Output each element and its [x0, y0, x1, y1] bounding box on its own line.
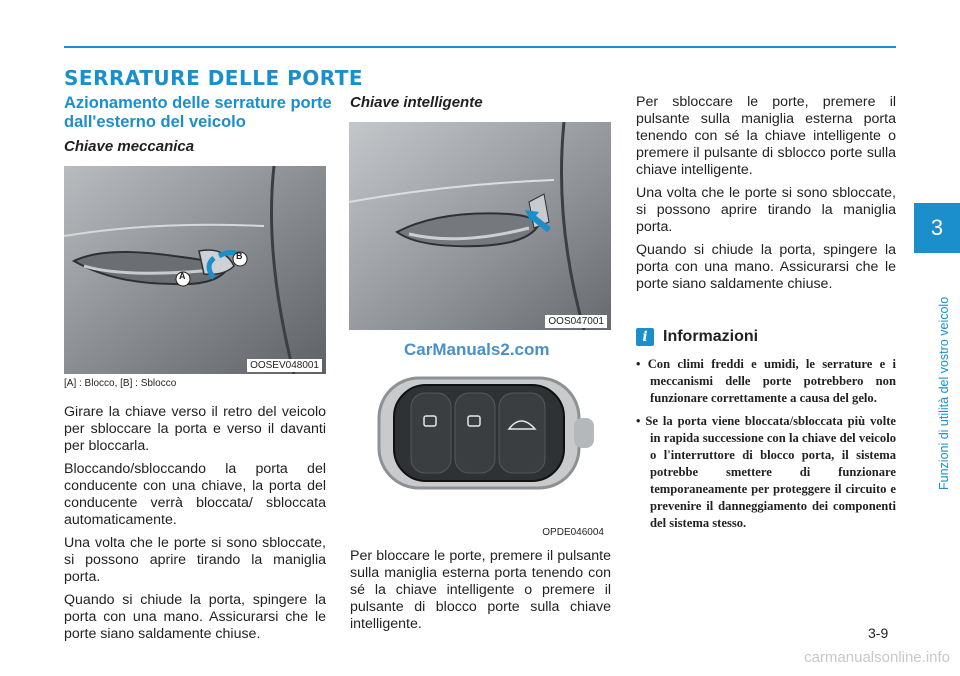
paragraph: Quando si chiude la porta, spingere la porta con una mano. Assicurarsi che le porte siano saldamente chiuse.: [636, 242, 896, 292]
photo-code: OPDE046004: [539, 526, 607, 539]
site-watermark: carmanualsonline.info: [804, 649, 950, 666]
list-item: • Con climi freddi e umidi, le serrature e i meccanismi delle porte potrebbero non funzionare correttamente a causa del gelo.: [636, 356, 896, 407]
left-column-text: [64, 404, 326, 649]
watermark: CarManuals2.com: [404, 340, 550, 359]
door-handle-key-illustration: [64, 166, 326, 374]
section-title: SERRATURE DELLE PORTE: [64, 66, 364, 90]
chapter-title-vertical: Funzioni di utilità del vostro veicolo: [937, 296, 951, 490]
paragraph: Per sbloccare le porte, premere il pulsante sulla maniglia esterna porta tenendo con sé la chiave intelligente o premere il pulsante di sblocco porte sulla chiave intelligente.: [636, 94, 896, 178]
info-title: Informazioni: [663, 328, 759, 345]
paragraph: Girare la chiave verso il retro del veicolo per sbloccare la porta e verso il davanti per bloccarla.: [64, 404, 326, 454]
photo-code: OOS047001: [545, 315, 607, 328]
paragraph: Una volta che le porte si sono sbloccate, si possono aprire tirando la maniglia porta.: [636, 185, 896, 235]
paragraph: Quando si chiude la porta, spingere la porta con una mano. Assicurarsi che le porte siano saldamente chiuse.: [64, 592, 326, 642]
info-header: [636, 328, 758, 346]
section-heading: Azionamento delle serrature porte dall'esterno del veicolo: [64, 94, 332, 131]
list-item: • Se la porta viene bloccata/sbloccata più volte in rapida successione con la chiave del veicolo o l'interruttore di blocco porta, il sistema potrebbe smettere di funzionare temporaneamente per proteggere il circuito e prevenire il danneggiamento dei componenti del sistema stesso.: [636, 413, 896, 532]
photo-smart-key-fob: [349, 333, 611, 541]
info-bullets: [636, 356, 896, 538]
top-rule: [64, 46, 896, 48]
right-column-text: [636, 94, 896, 299]
label-b: B: [236, 251, 243, 261]
subheading-smart-key: Chiave intelligente: [350, 94, 483, 111]
middle-column-text: [350, 548, 611, 639]
page-number: 3-9: [868, 625, 889, 641]
photo-smart-door-handle: [349, 122, 611, 330]
paragraph: Una volta che le porte si sono sbloccate, si possono aprire tirando la maniglia porta.: [64, 535, 326, 585]
info-icon: i: [636, 328, 654, 346]
paragraph: Bloccando/sbloccando la porta del conducente con una chiave, la porta del conducente verrà bloccata/ sbloccata automaticamente.: [64, 461, 326, 528]
photo-door-handle-key: [64, 166, 326, 374]
label-a: A: [179, 271, 186, 281]
paragraph: Per bloccare le porte, premere il pulsante sulla maniglia esterna porta tenendo con sé la chiave intelligente o premere il pulsante di blocco porte sulla chiave intelligente.: [350, 548, 611, 632]
chapter-tab: 3: [914, 203, 960, 253]
photo-caption: [A] : Blocco, [B] : Sblocco: [64, 378, 177, 389]
smart-door-handle-illustration: [349, 122, 611, 330]
smart-key-fob-illustration: [349, 333, 611, 541]
subheading-mechanical-key: Chiave meccanica: [64, 138, 195, 155]
photo-code: OOSEV048001: [247, 359, 322, 372]
